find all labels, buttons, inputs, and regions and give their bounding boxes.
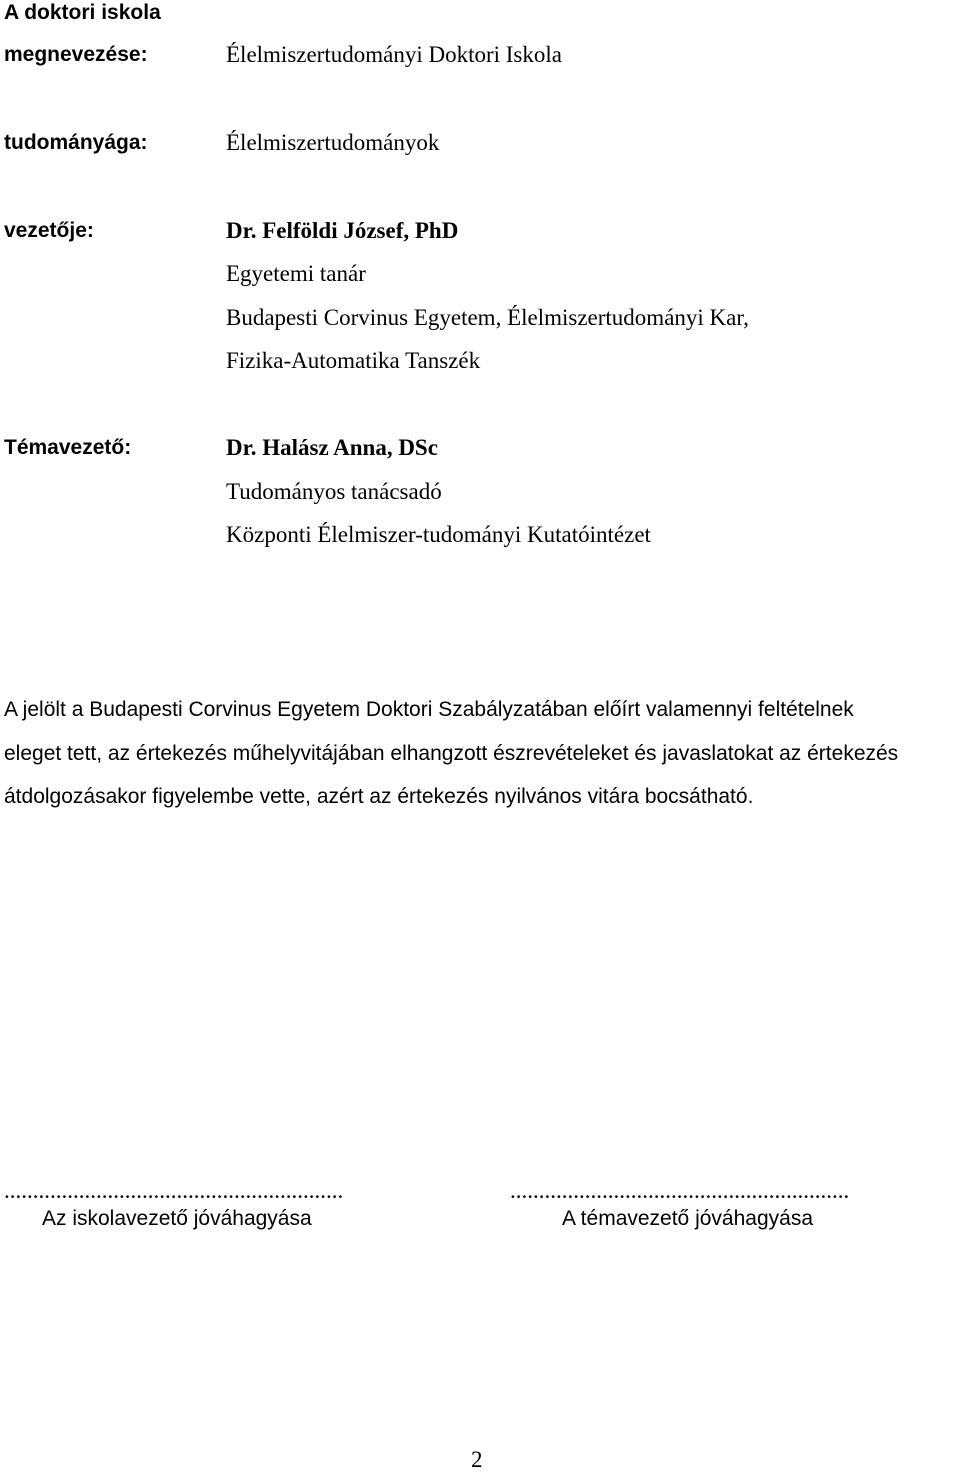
supervisor-title: Tudományos tanácsadó <box>226 479 442 504</box>
page-number: 2 <box>471 1447 483 1472</box>
signature-line-left: ........................................................... <box>4 1178 344 1203</box>
supervisor-name: Dr. Halász Anna, DSc <box>226 435 438 460</box>
head-affiliation-line1: Budapesti Corvinus Egyetem, Élelmiszertudományi Kar, <box>226 305 749 330</box>
signature-line-right: ........................................................... <box>510 1178 850 1203</box>
school-label-line2: megnevezése: <box>4 43 148 66</box>
school-name: Élelmiszertudományi Doktori Iskola <box>226 42 562 67</box>
statement-line1: A jelölt a Budapesti Corvinus Egyetem Doktori Szabályzatában előírt valamennyi feltételnek <box>4 698 854 721</box>
head-affiliation-line2: Fizika-Automatika Tanszék <box>226 348 481 373</box>
statement-line3: átdolgozásakor figyelembe vette, azért az értekezés nyilvános vitára bocsátható. <box>4 785 754 808</box>
field-value: Élelmiszertudományok <box>226 130 440 155</box>
supervisor-label: Témavezető: <box>4 436 132 459</box>
statement-line2: eleget tett, az értekezés műhelyvitájában elhangzott észrevételeket és javaslatokat az értekezés <box>4 742 899 765</box>
school-label-line1: A doktori iskola <box>4 1 161 24</box>
supervisor-approval-label: A témavezető jóváhagyása <box>562 1207 813 1230</box>
school-head-approval-label: Az iskolavezető jóváhagyása <box>42 1207 312 1230</box>
head-title: Egyetemi tanár <box>226 261 366 286</box>
head-name: Dr. Felföldi József, PhD <box>226 218 459 243</box>
field-label: tudományága: <box>4 131 148 154</box>
supervisor-affiliation: Központi Élelmiszer-tudományi Kutatóintézet <box>226 522 651 547</box>
head-label: vezetője: <box>4 219 94 242</box>
